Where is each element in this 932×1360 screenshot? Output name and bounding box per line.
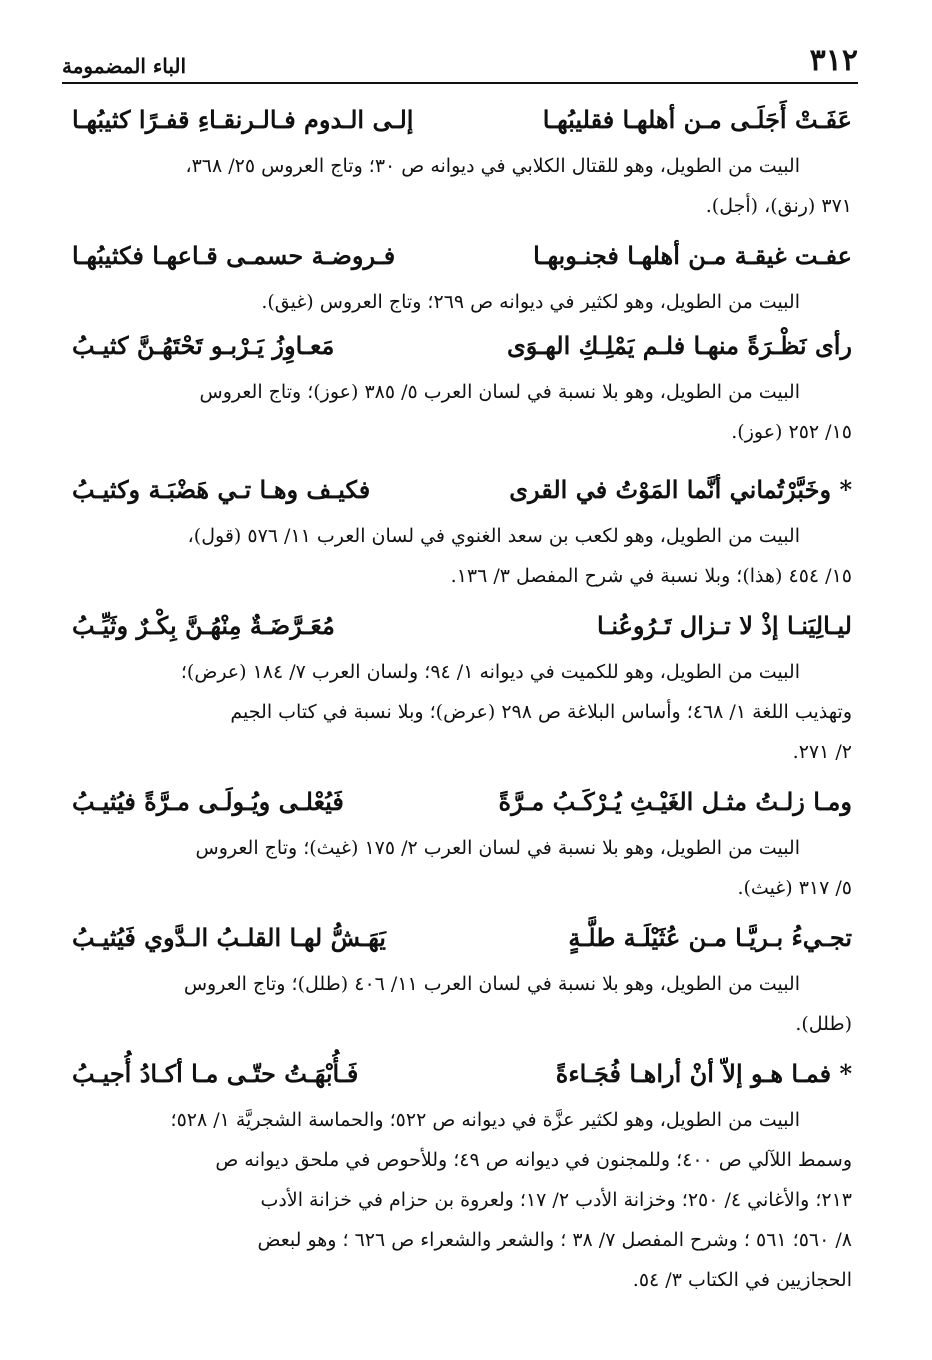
verse-entry <box>72 96 852 226</box>
verse-line <box>72 778 852 826</box>
verse-first-hemistich: * فمـا هـو إلاّ أنْ أراهـا فُجَـاءةً <box>555 1059 852 1088</box>
commentary-line: وتهذيب اللغة ١/ ٤٦٨؛ وأساس البلاغة ص ٢٩٨ (عرض)؛ وبلا نسبة في كتاب الجيم <box>230 701 852 723</box>
commentary-line: البيت من الطويل، وهو لكعب بن سعد الغنوي في لسان العرب ١١/ ٥٧٦ (قول)، <box>187 525 800 547</box>
verse-first-hemistich: ومـا زلـتُ مثـل الغَيْـثِ يُـرْكَـبُ مـرَّةً <box>498 787 852 816</box>
verse-second-hemistich: مُعَـرَّضَـةٌ مِنْهُـنَّ بِكْـرٌ وثَيِّـبُ <box>72 611 335 640</box>
verse-line <box>72 466 852 514</box>
verse-line <box>72 914 852 962</box>
verse-first-hemistich: رأى نَظْـرَةً منهـا فلـم يَمْلِـكِ الهـوَى <box>507 331 852 360</box>
header-rule <box>62 82 858 84</box>
commentary-line: البيت من الطويل، وهو للقتال الكلابي في ديوانه ص ٣٠؛ وتاج العروس ٢٥/ ٣٦٨، <box>185 155 800 177</box>
commentary-line: ١٥/ ٢٥٢ (عوز). <box>731 421 852 443</box>
commentary-line: البيت من الطويل، وهو للكميت في ديوانه ١/ ٩٤؛ ولسان العرب ٧/ ١٨٤ (عرض)؛ <box>180 661 800 683</box>
commentary-line: البيت من الطويل، وهو بلا نسبة في لسان العرب ٢/ ١٧٥ (غيث)؛ وتاج العروس <box>195 837 800 859</box>
verse-entry <box>72 1050 852 1300</box>
verse-entry <box>72 778 852 908</box>
page-content <box>72 96 852 1300</box>
commentary-line: (طلل). <box>795 1013 852 1035</box>
verse-commentary <box>72 282 852 322</box>
commentary-line: الحجازيين في الكتاب ٣/ ٥٤. <box>632 1269 852 1291</box>
commentary-line: البيت من الطويل، وهو بلا نسبة في لسان العرب ١١/ ٤٠٦ (طلل)؛ وتاج العروس <box>183 973 800 995</box>
verse-line <box>72 1050 852 1098</box>
verse-entry <box>72 232 852 322</box>
commentary-line: وسمط اللآلي ص ٤٠٠؛ وللمجنون في ديوانه ص ٤٩؛ وللأحوص في ملحق ديوانه ص <box>215 1149 852 1171</box>
verse-first-hemistich: عفـت غيقـة مـن أهلهـا فجنـوبهـا <box>533 241 852 270</box>
page-header <box>62 43 858 84</box>
verse-line <box>72 96 852 144</box>
verse-first-hemistich: عَفَـتْ أَجَلَـى مـن أهلهـا فقليبُهـا <box>542 105 852 134</box>
verse-second-hemistich: فَـأُبْهَـتُ حتّـى مـا أكـادُ أُجيـبُ <box>72 1059 359 1088</box>
verse-second-hemistich: فكيـف وهـا تـي هَضْبَـة وكثيـبُ <box>72 475 371 504</box>
verse-first-hemistich: ليـالِيَنـا إذْ لا تـزال تَـرُوعُنـا <box>596 611 852 640</box>
page-number: ٣١٢ <box>809 43 858 78</box>
verse-entry <box>72 914 852 1044</box>
verse-second-hemistich: إلـى الـدوم فـالـرنقـاءِ قفـرًا كثيبُهـا <box>72 105 414 134</box>
verse-second-hemistich: مَعـاوِزُ يَـرْبـو تَحْتَهُـنَّ كثيـبُ <box>72 331 335 360</box>
commentary-line: البيت من الطويل، وهو بلا نسبة في لسان العرب ٥/ ٣٨٥ (عوز)؛ وتاج العروس <box>199 381 800 403</box>
verse-commentary <box>72 828 852 908</box>
verse-entry <box>72 602 852 772</box>
verse-commentary <box>72 652 852 772</box>
verse-first-hemistich: تجـيءُ بـريَّـا مـن عُثَيْلَـة طلَّـةٍ <box>568 923 852 952</box>
commentary-line: ١٥/ ٤٥٤ (هذا)؛ وبلا نسبة في شرح المفصل ٣/ ١٣٦. <box>450 565 852 587</box>
verse-second-hemistich: فَيُعْلـى ويُـولَـى مـرَّةً فيُثيـبُ <box>72 787 344 816</box>
verse-commentary <box>72 146 852 226</box>
commentary-line: البيت من الطويل، وهو لكثير في ديوانه ص ٢٦٩؛ وتاج العروس (غيق). <box>261 291 800 313</box>
running-title: الباء المضمومة <box>62 54 187 78</box>
verse-second-hemistich: فـروضـة حسمـى قـاعهـا فكثيبُهـا <box>72 241 396 270</box>
verse-line <box>72 322 852 370</box>
verse-second-hemistich: يَهَـشُّ لهـا القلـبُ الـدَّوي فَيُثيـبُ <box>72 923 386 952</box>
verse-commentary <box>72 372 852 452</box>
verse-commentary <box>72 1100 852 1300</box>
commentary-line: البيت من الطويل، وهو لكثير عزَّة في ديوانه ص ٥٢٢؛ والحماسة الشجريَّة ١/ ٥٢٨؛ <box>170 1109 800 1131</box>
verse-first-hemistich: * وخَبَّرْتُماني أنَّما المَوْتُ في القرى <box>509 475 852 504</box>
verse-entry <box>72 466 852 596</box>
verse-commentary <box>72 516 852 596</box>
commentary-line: ٢/ ٢٧١. <box>792 741 852 763</box>
commentary-line: ٥/ ٣١٧ (غيث). <box>737 877 852 899</box>
verse-entry <box>72 322 852 452</box>
commentary-line: ٢١٣؛ والأغاني ٤/ ٢٥٠؛ وخزانة الأدب ٢/ ١٧؛ ولعروة بن حزام في خزانة الأدب <box>260 1189 852 1211</box>
verse-line <box>72 602 852 650</box>
commentary-line: ٨/ ٥٦٠؛ ٥٦١ ؛ وشرح المفصل ٧/ ٣٨ ؛ والشعر والشعراء ص ٦٢٦ ؛ وهو لبعض <box>257 1229 852 1251</box>
commentary-line: ٣٧١ (رنق)، (أجل). <box>705 195 852 217</box>
verse-commentary <box>72 964 852 1044</box>
verse-line <box>72 232 852 280</box>
